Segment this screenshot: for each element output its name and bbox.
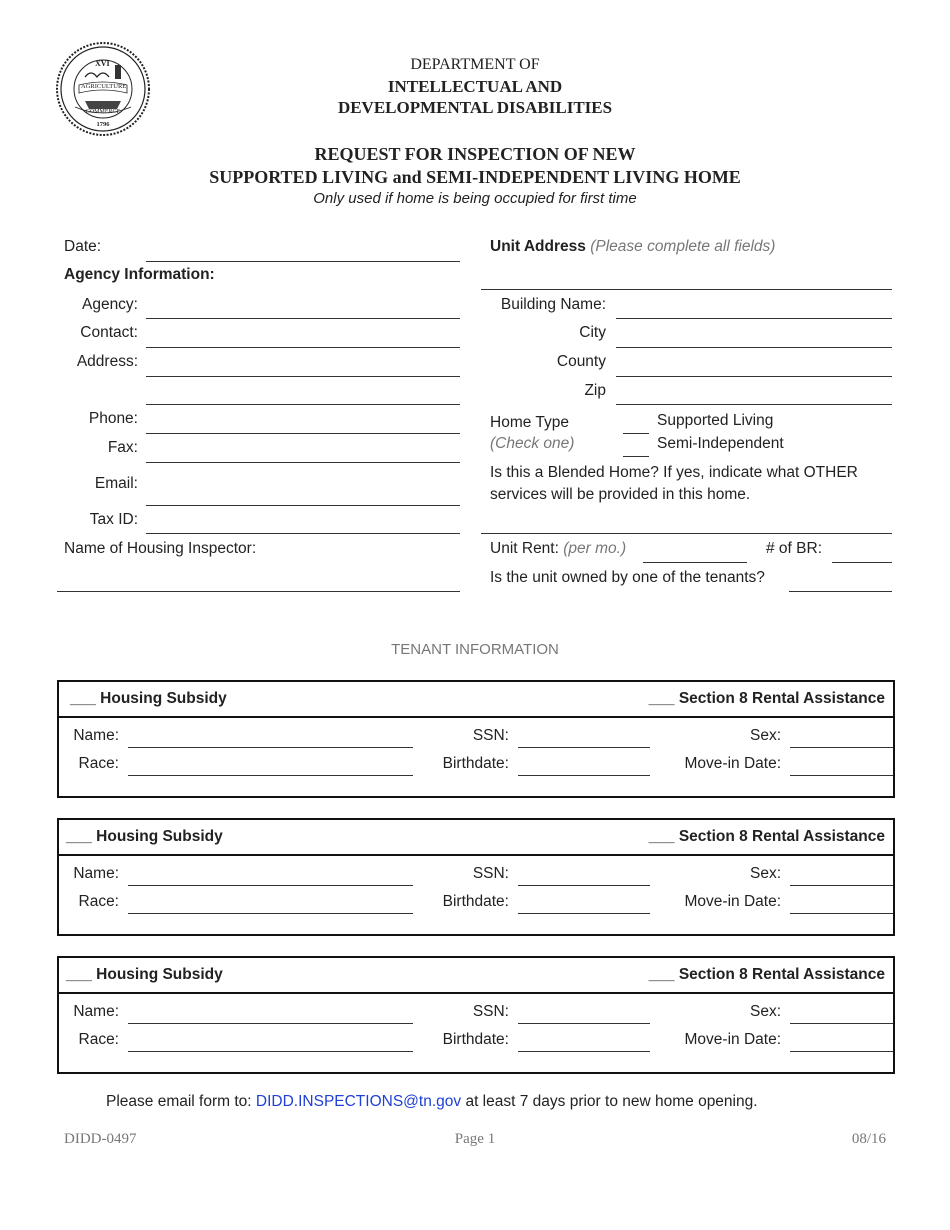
phone-label: Phone:: [88, 410, 138, 427]
tenant-birthdate-field[interactable]: [518, 775, 650, 776]
tenant-race-label: Race:: [78, 755, 119, 772]
tenant-sex-field[interactable]: [790, 747, 893, 748]
owned-by-tenant-label: Is the unit owned by one of the tenants?: [490, 569, 765, 586]
section8-option[interactable]: ___ Section 8 Rental Assistance: [648, 690, 885, 707]
form-id: DIDD-0497: [64, 1131, 137, 1147]
tenant-race-field[interactable]: [128, 913, 413, 914]
date-field[interactable]: [146, 261, 460, 262]
tenant-block: [57, 956, 895, 1074]
seal-banner-commerce: COMMERCE: [85, 109, 121, 115]
form-title-line-1: REQUEST FOR INSPECTION OF NEW: [314, 144, 636, 164]
section8-option[interactable]: ___ Section 8 Rental Assistance: [648, 828, 885, 845]
tenant-name-field[interactable]: [128, 1023, 413, 1024]
email-instruction-prefix: Please email form to:: [106, 1093, 256, 1110]
tenant-name-label: Name:: [73, 727, 119, 744]
supported-living-option: Supported Living: [657, 412, 774, 429]
tenant-birthdate-label: Birthdate:: [442, 1031, 509, 1048]
taxid-label: Tax ID:: [89, 511, 138, 528]
tenant-race-label: Race:: [78, 893, 119, 910]
supported-living-checkbox[interactable]: [623, 433, 649, 434]
unit-address-heading: [490, 238, 775, 256]
form-title-line-2: SUPPORTED LIVING and SEMI-INDEPENDENT LIVING HOME: [209, 167, 741, 187]
tenant-ssn-field[interactable]: [518, 885, 650, 886]
fax-label: Fax:: [107, 439, 138, 456]
dept-line-1: DEPARTMENT OF: [410, 56, 540, 73]
agency-label: Agency:: [81, 296, 138, 313]
unit-rent-label: Unit Rent:: [490, 540, 559, 557]
email-instruction: [106, 1093, 758, 1111]
form-subtitle: Only used if home is being occupied for first time: [313, 190, 637, 207]
agency-info-heading: Agency Information:: [64, 266, 215, 283]
dept-line-3: DEVELOPMENTAL DISABILITIES: [337, 98, 613, 117]
tenant-race-field[interactable]: [128, 1051, 413, 1052]
tenant-sex-label: Sex:: [749, 1003, 781, 1020]
building-name-label: Building Name:: [500, 296, 606, 313]
page-number: Page 1: [454, 1131, 496, 1147]
taxid-field[interactable]: [146, 533, 460, 534]
blended-question-line-1: Is this a Blended Home? If yes, indicate what OTHER: [490, 464, 858, 481]
semi-independent-checkbox[interactable]: [623, 456, 649, 457]
tenant-ssn-label: SSN:: [472, 1003, 509, 1020]
zip-label: Zip: [584, 382, 606, 399]
blended-services-field[interactable]: [481, 533, 892, 534]
owned-by-tenant-field[interactable]: [789, 591, 892, 592]
tenant-sex-field[interactable]: [790, 885, 893, 886]
semi-independent-option: Semi-Independent: [657, 435, 784, 452]
fax-field[interactable]: [146, 462, 460, 463]
bedrooms-label: # of BR:: [766, 540, 822, 557]
zip-field[interactable]: [616, 404, 892, 405]
tenant-movein-label: Move-in Date:: [684, 893, 781, 910]
unit-address-field[interactable]: [481, 289, 892, 290]
tenant-movein-label: Move-in Date:: [684, 1031, 781, 1048]
seal-banner-agriculture: AGRICULTURE: [81, 83, 127, 90]
tenant-sex-label: Sex:: [749, 727, 781, 744]
tenant-name-label: Name:: [73, 865, 119, 882]
tenant-race-field[interactable]: [128, 775, 413, 776]
inspector-field[interactable]: [57, 591, 460, 592]
tenant-movein-label: Move-in Date:: [684, 755, 781, 772]
housing-subsidy-option[interactable]: ___ Housing Subsidy: [66, 828, 223, 845]
email-link[interactable]: DIDD.INSPECTIONS@tn.gov: [255, 1093, 462, 1110]
housing-subsidy-option[interactable]: ___ Housing Subsidy: [70, 690, 227, 707]
tenant-block-header: [59, 820, 893, 856]
form-revision-date: 08/16: [851, 1131, 886, 1147]
tenant-name-label: Name:: [73, 1003, 119, 1020]
agency-field[interactable]: [146, 318, 460, 319]
phone-field[interactable]: [146, 433, 460, 434]
address-field-line-2[interactable]: [146, 404, 460, 405]
city-field[interactable]: [616, 347, 892, 348]
email-field[interactable]: [146, 505, 460, 506]
contact-field[interactable]: [146, 347, 460, 348]
section8-option[interactable]: ___ Section 8 Rental Assistance: [648, 966, 885, 983]
unit-rent-heading: [490, 540, 626, 558]
tenant-movein-field[interactable]: [790, 775, 893, 776]
tenant-birthdate-label: Birthdate:: [442, 893, 509, 910]
county-field[interactable]: [616, 376, 892, 377]
housing-subsidy-option[interactable]: ___ Housing Subsidy: [66, 966, 223, 983]
tenant-block-header: [59, 682, 893, 718]
dept-line-2: INTELLECTUAL AND: [387, 77, 563, 96]
tenant-ssn-field[interactable]: [518, 1023, 650, 1024]
inspector-label: Name of Housing Inspector:: [64, 540, 257, 557]
bedrooms-field[interactable]: [832, 562, 892, 563]
seal-year: 1796: [96, 121, 110, 128]
tenant-birthdate-field[interactable]: [518, 913, 650, 914]
unit-address-label: Unit Address: [490, 238, 586, 255]
check-one-label: (Check one): [490, 435, 575, 452]
address-label: Address:: [76, 353, 138, 370]
email-label: Email:: [94, 475, 138, 492]
tenant-movein-field[interactable]: [790, 1051, 893, 1052]
tenant-race-label: Race:: [78, 1031, 119, 1048]
tenant-info-heading: TENANT INFORMATION: [391, 641, 559, 658]
tenant-movein-field[interactable]: [790, 913, 893, 914]
tenant-name-field[interactable]: [128, 747, 413, 748]
tenant-block-header: [59, 958, 893, 994]
home-type-label: Home Type: [490, 414, 569, 431]
unit-address-note: (Please complete all fields): [590, 238, 776, 255]
tenant-block: [57, 818, 895, 936]
date-label: Date:: [64, 238, 102, 255]
seal-numeral: XVI: [95, 59, 110, 68]
tenant-block: [57, 680, 895, 798]
address-field-line-1[interactable]: [146, 376, 460, 377]
per-month-note: (per mo.): [563, 540, 627, 557]
tenant-ssn-label: SSN:: [472, 727, 509, 744]
tenant-sex-field[interactable]: [790, 1023, 893, 1024]
city-label: City: [579, 324, 606, 341]
blended-question-line-2: services will be provided in this home.: [490, 486, 751, 503]
building-name-field[interactable]: [616, 318, 892, 319]
tenant-birthdate-label: Birthdate:: [442, 755, 509, 772]
tenant-birthdate-field[interactable]: [518, 1051, 650, 1052]
tenant-name-field[interactable]: [128, 885, 413, 886]
tenant-ssn-field[interactable]: [518, 747, 650, 748]
contact-label: Contact:: [80, 324, 138, 341]
unit-rent-field[interactable]: [643, 562, 747, 563]
tenant-sex-label: Sex:: [749, 865, 781, 882]
county-label: County: [556, 353, 606, 370]
email-instruction-suffix: at least 7 days prior to new home opening.: [461, 1093, 758, 1110]
tenant-ssn-label: SSN:: [472, 865, 509, 882]
